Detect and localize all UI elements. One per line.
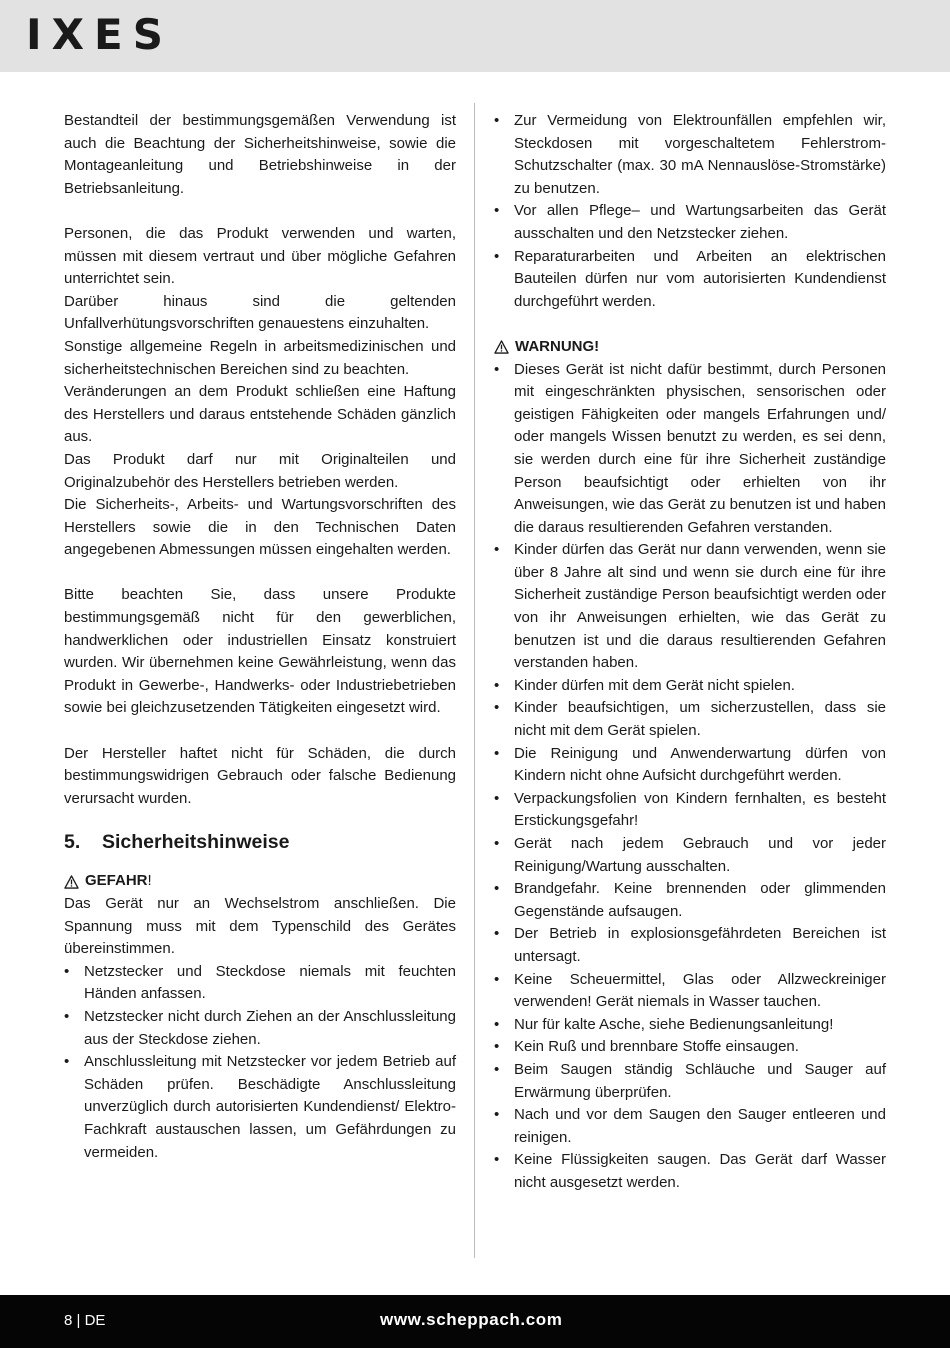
page-footer: [0, 1295, 950, 1348]
list-item: • Kinder beaufsichtigen, um sicherzustellen, dass sie nicht mit dem Gerät spielen.: [494, 697, 886, 742]
brand-logo: IXES: [26, 10, 173, 59]
warning-label: WARNUNG!: [515, 337, 600, 355]
list-item: • Zur Vermeidung von Elektrounfällen empfehlen wir, Steckdosen mit vorgeschaltetem Fehlerstrom-Schutzschalter (max. 30 mA Nennauslöse-Stromstärke) zu benutzen.: [494, 110, 886, 200]
list-item: • Dieses Gerät ist nicht dafür bestimmt, durch Personen mit eingeschränkten physischen, sensorischen oder geistigen Fähigkeiten oder mangels Erfahrungen und/ oder mangels Wissen benutzt zu werden, es sei denn, sie werden durch eine für ihre Sicherheit zuständige Person beaufsichtigt oder erhielten von ihr Anweisungen, wie das Gerät zu benutzen ist und haben die daraus resultierenden Gefahren verstanden.: [494, 359, 886, 540]
liability-paragraph: Der Hersteller haftet nicht für Schäden, die durch bestimmungswidrigen Gebrauch oder falsche Bedienung verursacht wurden.: [64, 744, 456, 807]
warning-heading: [494, 336, 886, 359]
page-number: 8 | DE: [64, 1312, 106, 1329]
paragraph: Das Produkt darf nur mit Originalteilen und Originalzubehör des Herstellers betrieben werden.: [64, 450, 456, 491]
list-item: • Kinder dürfen das Gerät nur dann verwenden, wenn sie über 8 Jahre alt sind und wenn sie durch eine für ihre Sicherheit zuständige Person beaufsichtigt werden oder von ihr Anweisungen erhielten, wie das Gerät zu benutzen ist und die daraus resultierenden Gefahren verstanden haben.: [494, 539, 886, 675]
paragraph: Personen, die das Produkt verwenden und warten, müssen mit diesem vertraut und über mögliche Gefahren unterrichtet sein.: [64, 224, 456, 288]
intro-paragraphs: [64, 110, 456, 200]
list-item: • Kein Ruß und brennbare Stoffe einsaugen.: [494, 1036, 886, 1059]
warning-triangle-icon: [494, 340, 509, 354]
list-item: • Kinder dürfen mit dem Gerät nicht spielen.: [494, 675, 886, 698]
left-column: [64, 110, 456, 1164]
list-item: • Gerät nach jedem Gebrauch und vor jeder Reinigung/Wartung ausschalten.: [494, 833, 886, 878]
section-title: Sicherheitshinweise: [102, 831, 290, 854]
list-item: • Nur für kalte Asche, siehe Bedienungsanleitung!: [494, 1014, 886, 1037]
danger-label-suffix: !: [147, 872, 152, 890]
list-item: • Der Betrieb in explosionsgefährdeten Bereichen ist untersagt.: [494, 923, 886, 968]
section-number: 5.: [64, 831, 81, 854]
page-header: [0, 0, 950, 72]
list-item: • Netzstecker und Steckdose niemals mit feuchten Händen anfassen.: [64, 961, 456, 1006]
website-link[interactable]: www.scheppach.com: [380, 1310, 563, 1329]
danger-label: GEFAHR: [85, 872, 148, 890]
list-item: • Netzstecker nicht durch Ziehen an der Anschlussleitung aus der Steckdose ziehen.: [64, 1006, 456, 1051]
paragraph: Bestandteil der bestimmungsgemäßen Verwendung ist auch die Beachtung der Sicherheitshinweise, sowie die Montageanleitung und Betriebshinweise in der Betriebsanleitung.: [64, 112, 456, 197]
list-item: • Verpackungsfolien von Kindern fernhalten, es besteht Erstickungsgefahr!: [494, 788, 886, 833]
list-item: • Nach und vor dem Saugen den Sauger entleeren und reinigen.: [494, 1104, 886, 1149]
list-item: • Anschlussleitung mit Netzstecker vor jedem Betrieb auf Schäden prüfen. Beschädigte Anschlussleitung unverzüglich durch autorisierten Kundendienst/ Elektro-Fachkraft austauschen lassen, um Gefährdungen zu vermeiden.: [64, 1051, 456, 1164]
paragraph: Veränderungen an dem Produkt schließen eine Haftung des Herstellers und daraus entstehende Schäden gänzlich aus.: [64, 383, 456, 446]
list-item: • Die Reinigung und Anwenderwartung dürfen von Kindern nicht ohne Aufsicht durchgeführt werden.: [494, 743, 886, 788]
list-item: • Keine Scheuermittel, Glas oder Allzweckreiniger verwenden! Gerät niemals in Wasser tauchen.: [494, 969, 886, 1014]
list-item: • Brandgefahr. Keine brennenden oder glimmenden Gegenstände aufsaugen.: [494, 878, 886, 923]
list-item: • Beim Saugen ständig Schläuche und Sauger auf Erwärmung überprüfen.: [494, 1059, 886, 1104]
warning-bullet-list: [494, 359, 886, 1195]
right-column: [494, 110, 886, 1195]
electrical-bullet-list: [494, 110, 886, 313]
commercial-use-paragraph: Bitte beachten Sie, dass unsere Produkte bestimmungsgemäß nicht für den gewerblichen, handwerklichen oder industriellen Einsatz konstruiert wurden. Wir übernehmen keine Gewährleistung, wenn das Produkt in Gewerbe-, Handwerks- oder Industriebetrieben sowie bei gleichzusetzenden Tätigkeiten eingesetzt wird.: [64, 586, 456, 717]
list-item: • Reparaturarbeiten und Arbeiten an elektrischen Bauteilen dürfen nur vom autorisierten Kundendienst durchgeführt werden.: [494, 246, 886, 314]
paragraph: Darüber hinaus sind die geltenden Unfallverhütungsvorschriften genauestens einzuhalten.: [64, 292, 456, 333]
danger-text: Das Gerät nur an Wechselstrom anschließen. Die Spannung muss mit dem Typenschild des Gerätes übereinstimmen.: [64, 895, 456, 958]
usage-paragraphs: [64, 223, 456, 562]
paragraph: Sonstige allgemeine Regeln in arbeitsmedizinischen und sicherheitstechnischen Bereichen sind zu beachten.: [64, 337, 456, 378]
paragraph: Die Sicherheits-, Arbeits- und Wartungsvorschriften des Herstellers sowie die in den Technischen Daten angegebenen Abmessungen müssen eingehalten werden.: [64, 496, 456, 559]
section-heading: [64, 824, 456, 870]
list-item: • Keine Flüssigkeiten saugen. Das Gerät darf Wasser nicht ausgesetzt werden.: [494, 1149, 886, 1194]
column-divider: [474, 103, 475, 1258]
danger-heading: [64, 870, 456, 893]
warning-triangle-icon: [64, 875, 79, 889]
danger-bullet-list: [64, 961, 456, 1164]
list-item: • Vor allen Pflege– und Wartungsarbeiten das Gerät ausschalten und den Netzstecker ziehen.: [494, 200, 886, 245]
